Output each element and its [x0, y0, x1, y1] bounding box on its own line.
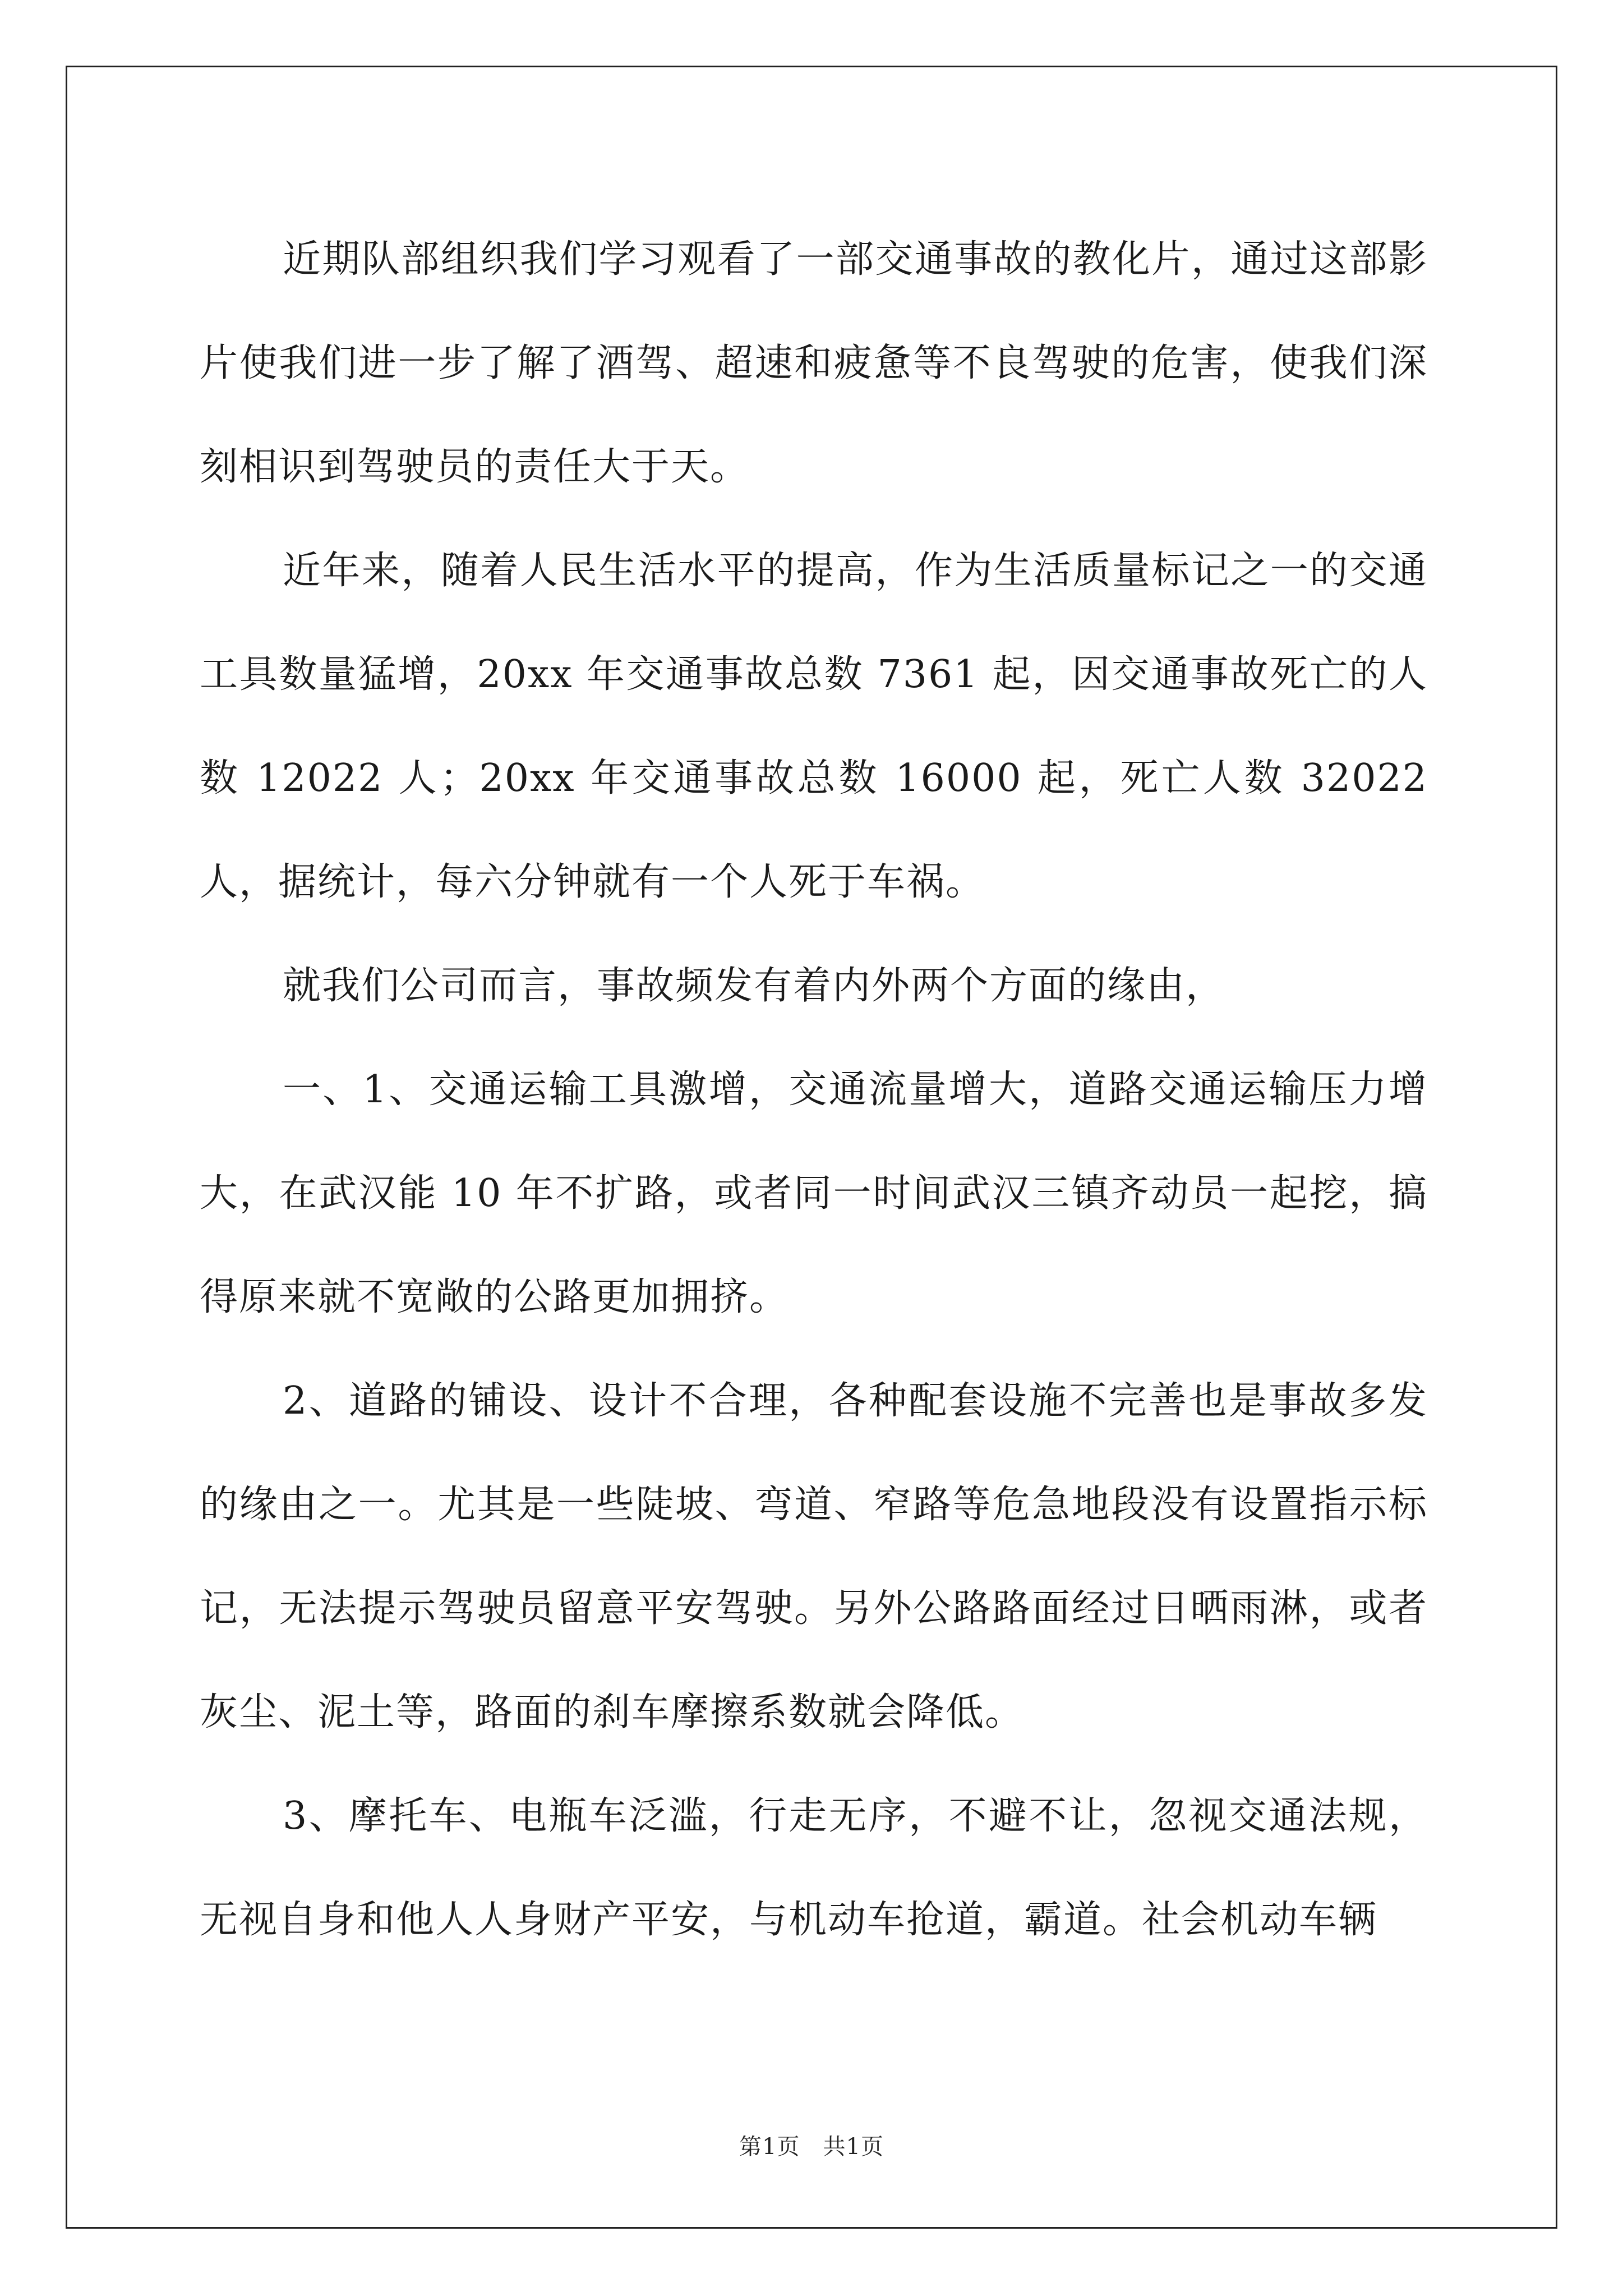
paragraph-2: 近年来，随着人民生活水平的提高，作为生活质量标记之一的交通工具数量猛增，20xx 年交通事故总数 7361 起，因交通事故死亡的人数 12022 人；20xx 年交通事故总数 16000 起，死亡人数 32022 人，据统计，每六分钟就有一个人死于车祸。	[200, 549, 1441, 904]
paragraph-4: 一、1、交通运输工具激增，交通流量增大，道路交通运输压力增大，在武汉能 10 年不扩路，或者同一时间武汉三镇齐动员一起挖，搞得原来就不宽敞的公路更加拥挤。	[200, 1068, 1428, 1319]
paragraph-1: 近期队部组织我们学习观看了一部交通事故的教化片，通过这部影片使我们进一步了解了酒驾、超速和疲惫等不良驾驶的危害，使我们深刻相识到驾驶员的责任大于天。	[200, 237, 1428, 489]
paragraph-5: 2、道路的铺设、设计不合理，各种配套设施不完善也是事故多发的缘由之一。尤其是一些陡坡、弯道、窄路等危急地段没有设置指示标记，无法提示驾驶员留意平安驾驶。另外公路路面经过日晒雨淋，或者灰尘、泥土等，路面的刹车摩擦系数就会降低。	[200, 1379, 1428, 1734]
document-body	[200, 208, 1441, 1972]
paragraph-6: 3、摩托车、电瓶车泛滥，行走无序，不避不让，忽视交通法规，无视自身和他人人身财产平安，与机动车抢道，霸道。社会机动车辆	[200, 1794, 1428, 1942]
page-footer: 第1页 共1页	[739, 2134, 884, 2160]
paragraph-3: 就我们公司而言，事故频发有着内外两个方面的缘由，	[283, 964, 1225, 1008]
